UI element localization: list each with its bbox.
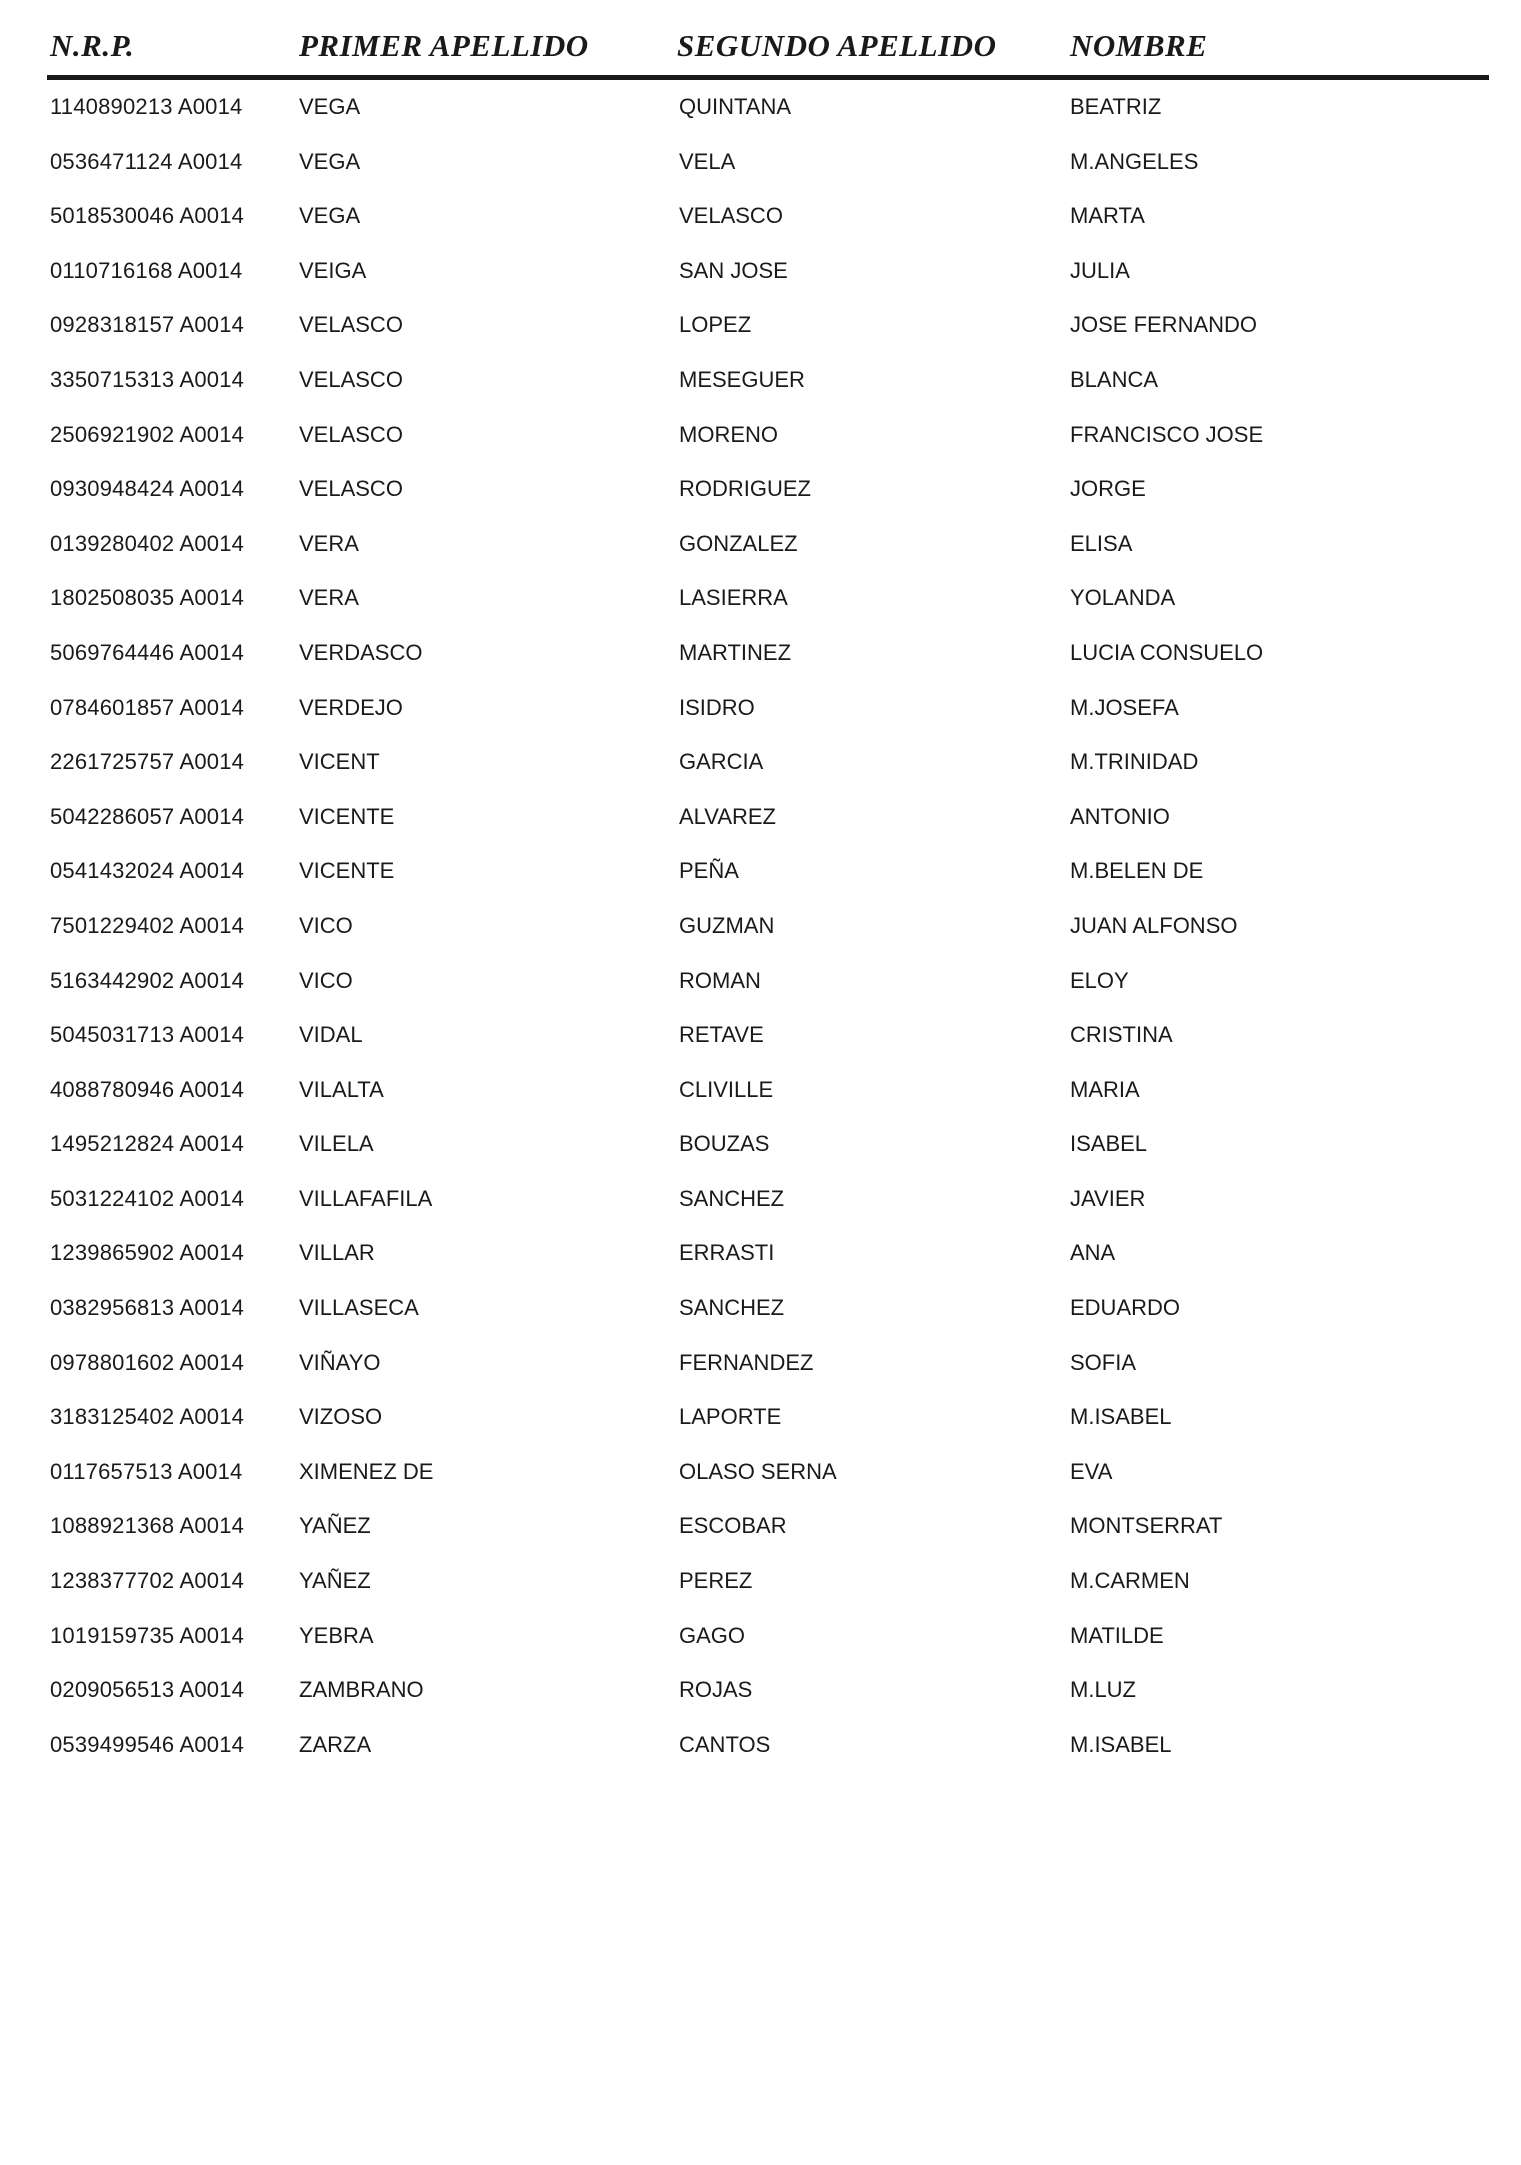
table-row xyxy=(0,420,1521,475)
cell-primer-apellido: ZAMBRANO xyxy=(299,1677,424,1703)
table-row xyxy=(0,201,1521,256)
cell-primer-apellido: VICO xyxy=(299,967,353,993)
cell-nrp: 0382956813 A0014 xyxy=(50,1295,245,1321)
cell-nombre: M.BELEN DE xyxy=(1070,858,1204,884)
cell-nombre: M.ISABEL xyxy=(1070,1404,1172,1430)
cell-segundo-apellido: VELASCO xyxy=(679,203,783,229)
table-row xyxy=(0,1293,1521,1348)
cell-nrp: 0784601857 A0014 xyxy=(50,694,245,720)
cell-nombre: ELISA xyxy=(1070,530,1133,556)
cell-segundo-apellido: MORENO xyxy=(679,421,778,447)
cell-nombre: ELOY xyxy=(1070,967,1129,993)
cell-segundo-apellido: ALVAREZ xyxy=(679,803,776,829)
table-row xyxy=(0,1511,1521,1566)
cell-nombre: MARIA xyxy=(1070,1076,1140,1102)
cell-nrp: 0209056513 A0014 xyxy=(50,1677,245,1703)
cell-segundo-apellido: MESEGUER xyxy=(679,366,805,392)
table-row xyxy=(0,1238,1521,1293)
cell-nrp: 5069764446 A0014 xyxy=(50,639,245,665)
cell-nombre: JORGE xyxy=(1070,476,1146,502)
cell-primer-apellido: VEGA xyxy=(299,203,361,229)
cell-nrp: 5045031713 A0014 xyxy=(50,1022,245,1048)
cell-nombre: M.JOSEFA xyxy=(1070,694,1179,720)
table-row xyxy=(0,256,1521,311)
cell-nrp: 7501229402 A0014 xyxy=(50,912,245,938)
table-row xyxy=(0,856,1521,911)
cell-segundo-apellido: ROJAS xyxy=(679,1677,753,1703)
cell-nrp: 0539499546 A0014 xyxy=(50,1731,245,1757)
cell-segundo-apellido: MARTINEZ xyxy=(679,639,792,665)
cell-nombre: YOLANDA xyxy=(1070,585,1176,611)
table-row xyxy=(0,529,1521,584)
cell-segundo-apellido: SAN JOSE xyxy=(679,257,788,283)
cell-nombre: CRISTINA xyxy=(1070,1022,1173,1048)
cell-nrp: 2261725757 A0014 xyxy=(50,749,245,775)
cell-primer-apellido: VERDASCO xyxy=(299,639,423,665)
cell-nombre: M.ANGELES xyxy=(1070,148,1199,174)
cell-nombre: M.LUZ xyxy=(1070,1677,1136,1703)
header-primer-apellido: PRIMER APELLIDO xyxy=(299,28,589,63)
cell-nombre: BEATRIZ xyxy=(1070,94,1162,119)
cell-segundo-apellido: GAGO xyxy=(679,1622,746,1648)
cell-primer-apellido: VICENTE xyxy=(299,803,395,829)
table-row xyxy=(0,365,1521,420)
cell-primer-apellido: YAÑEZ xyxy=(299,1513,371,1539)
cell-nombre: EDUARDO xyxy=(1070,1295,1181,1321)
cell-segundo-apellido: OLASO SERNA xyxy=(679,1458,837,1484)
cell-segundo-apellido: ESCOBAR xyxy=(679,1513,787,1539)
cell-segundo-apellido: ROMAN xyxy=(679,967,761,993)
table-row xyxy=(0,1075,1521,1130)
cell-primer-apellido: VICENTE xyxy=(299,858,395,884)
table-row xyxy=(0,966,1521,1021)
cell-primer-apellido: VILALTA xyxy=(299,1076,384,1102)
cell-primer-apellido: VEGA xyxy=(299,94,361,119)
cell-nrp: 0117657513 A0014 xyxy=(50,1458,243,1484)
cell-primer-apellido: VIÑAYO xyxy=(299,1349,381,1375)
cell-primer-apellido: VELASCO xyxy=(299,476,403,502)
table-row xyxy=(0,802,1521,857)
cell-segundo-apellido: SANCHEZ xyxy=(679,1185,785,1211)
cell-nrp: 1239865902 A0014 xyxy=(50,1240,245,1266)
cell-primer-apellido: VEIGA xyxy=(299,257,367,283)
cell-nombre: JUAN ALFONSO xyxy=(1070,912,1238,938)
cell-nrp: 1140890213 A0014 xyxy=(50,94,243,119)
cell-primer-apellido: VILLASECA xyxy=(299,1295,419,1321)
cell-nrp: 1238377702 A0014 xyxy=(50,1568,245,1594)
cell-primer-apellido: VILLAFAFILA xyxy=(299,1185,433,1211)
cell-primer-apellido: VILLAR xyxy=(299,1240,375,1266)
cell-nrp: 0930948424 A0014 xyxy=(50,476,245,502)
cell-primer-apellido: VELASCO xyxy=(299,312,403,338)
table-row xyxy=(0,1348,1521,1403)
cell-segundo-apellido: LASIERRA xyxy=(679,585,788,611)
table-row xyxy=(0,747,1521,802)
cell-segundo-apellido: QUINTANA xyxy=(679,94,792,119)
cell-nrp: 5018530046 A0014 xyxy=(50,203,245,229)
cell-segundo-apellido: SANCHEZ xyxy=(679,1295,785,1321)
cell-nombre: JAVIER xyxy=(1070,1185,1146,1211)
cell-nombre: LUCIA CONSUELO xyxy=(1070,639,1264,665)
cell-nrp: 5042286057 A0014 xyxy=(50,803,245,829)
table-header xyxy=(0,28,1521,74)
cell-primer-apellido: XIMENEZ DE xyxy=(299,1458,434,1484)
table-row xyxy=(0,147,1521,202)
table-row xyxy=(0,1675,1521,1730)
table-row xyxy=(0,693,1521,748)
cell-nrp: 3183125402 A0014 xyxy=(50,1404,245,1430)
cell-segundo-apellido: VELA xyxy=(679,148,736,174)
table-row xyxy=(0,1129,1521,1184)
table-row xyxy=(0,92,1521,147)
header-segundo-apellido: SEGUNDO APELLIDO xyxy=(677,28,997,63)
cell-nombre: JOSE FERNANDO xyxy=(1070,312,1258,338)
header-nombre: NOMBRE xyxy=(1070,28,1208,63)
table-body xyxy=(0,92,1521,1784)
table-row xyxy=(0,310,1521,365)
table-row xyxy=(0,1402,1521,1457)
cell-nrp: 0139280402 A0014 xyxy=(50,530,245,556)
cell-primer-apellido: ZARZA xyxy=(299,1731,372,1757)
cell-nrp: 0978801602 A0014 xyxy=(50,1349,245,1375)
cell-nrp: 4088780946 A0014 xyxy=(50,1076,245,1102)
table-row xyxy=(0,911,1521,966)
cell-nombre: SOFIA xyxy=(1070,1349,1137,1375)
cell-primer-apellido: VICENT xyxy=(299,749,380,775)
cell-segundo-apellido: RETAVE xyxy=(679,1022,764,1048)
cell-segundo-apellido: ERRASTI xyxy=(679,1240,775,1266)
cell-nrp: 0928318157 A0014 xyxy=(50,312,245,338)
cell-primer-apellido: VIDAL xyxy=(299,1022,363,1048)
cell-nrp: 5163442902 A0014 xyxy=(50,967,245,993)
cell-nombre: FRANCISCO JOSE xyxy=(1070,421,1264,447)
cell-segundo-apellido: FERNANDEZ xyxy=(679,1349,814,1375)
header-rule xyxy=(47,75,1489,80)
cell-primer-apellido: YAÑEZ xyxy=(299,1568,371,1594)
cell-primer-apellido: VERA xyxy=(299,585,359,611)
cell-nrp: 0536471124 A0014 xyxy=(50,148,243,174)
cell-nombre: ANA xyxy=(1070,1240,1116,1266)
cell-segundo-apellido: ISIDRO xyxy=(679,694,755,720)
cell-nrp: 0541432024 A0014 xyxy=(50,858,245,884)
cell-primer-apellido: VERA xyxy=(299,530,359,556)
cell-segundo-apellido: GUZMAN xyxy=(679,912,775,938)
cell-nombre: MARTA xyxy=(1070,203,1145,229)
cell-primer-apellido: VIZOSO xyxy=(299,1404,383,1430)
cell-segundo-apellido: GARCIA xyxy=(679,749,764,775)
cell-nombre: MATILDE xyxy=(1070,1622,1164,1648)
cell-nrp: 3350715313 A0014 xyxy=(50,366,245,392)
table-row xyxy=(0,1020,1521,1075)
cell-segundo-apellido: LAPORTE xyxy=(679,1404,782,1430)
cell-segundo-apellido: GONZALEZ xyxy=(679,530,798,556)
table-row xyxy=(0,583,1521,638)
table-row xyxy=(0,638,1521,693)
cell-nrp: 1019159735 A0014 xyxy=(50,1622,245,1648)
cell-segundo-apellido: LOPEZ xyxy=(679,312,752,338)
cell-nrp: 1088921368 A0014 xyxy=(50,1513,245,1539)
cell-nombre: M.TRINIDAD xyxy=(1070,749,1199,775)
cell-primer-apellido: VELASCO xyxy=(299,366,403,392)
header-nrp: N.R.P. xyxy=(50,28,135,63)
cell-primer-apellido: VILELA xyxy=(299,1131,374,1157)
cell-nombre: JULIA xyxy=(1070,257,1130,283)
cell-nombre: EVA xyxy=(1070,1458,1113,1484)
table-row xyxy=(0,1457,1521,1512)
cell-segundo-apellido: BOUZAS xyxy=(679,1131,770,1157)
cell-nrp: 2506921902 A0014 xyxy=(50,421,245,447)
cell-segundo-apellido: CANTOS xyxy=(679,1731,771,1757)
cell-segundo-apellido: PEÑA xyxy=(679,858,739,884)
cell-primer-apellido: VELASCO xyxy=(299,421,403,447)
cell-segundo-apellido: PEREZ xyxy=(679,1568,753,1594)
cell-nrp: 1802508035 A0014 xyxy=(50,585,245,611)
cell-nombre: MONTSERRAT xyxy=(1070,1513,1223,1539)
table-row xyxy=(0,1730,1521,1785)
table-row xyxy=(0,474,1521,529)
cell-segundo-apellido: RODRIGUEZ xyxy=(679,476,811,502)
cell-nombre: BLANCA xyxy=(1070,366,1159,392)
cell-segundo-apellido: CLIVILLE xyxy=(679,1076,774,1102)
table-row xyxy=(0,1621,1521,1676)
cell-primer-apellido: VERDEJO xyxy=(299,694,403,720)
cell-nombre: M.CARMEN xyxy=(1070,1568,1190,1594)
cell-primer-apellido: VICO xyxy=(299,912,353,938)
cell-nombre: M.ISABEL xyxy=(1070,1731,1172,1757)
cell-primer-apellido: VEGA xyxy=(299,148,361,174)
cell-nrp: 0110716168 A0014 xyxy=(50,257,243,283)
table-row xyxy=(0,1566,1521,1621)
table-row xyxy=(0,1184,1521,1239)
cell-nombre: ISABEL xyxy=(1070,1131,1148,1157)
cell-primer-apellido: YEBRA xyxy=(299,1622,374,1648)
cell-nrp: 1495212824 A0014 xyxy=(50,1131,245,1157)
cell-nrp: 5031224102 A0014 xyxy=(50,1185,245,1211)
cell-nombre: ANTONIO xyxy=(1070,803,1170,829)
